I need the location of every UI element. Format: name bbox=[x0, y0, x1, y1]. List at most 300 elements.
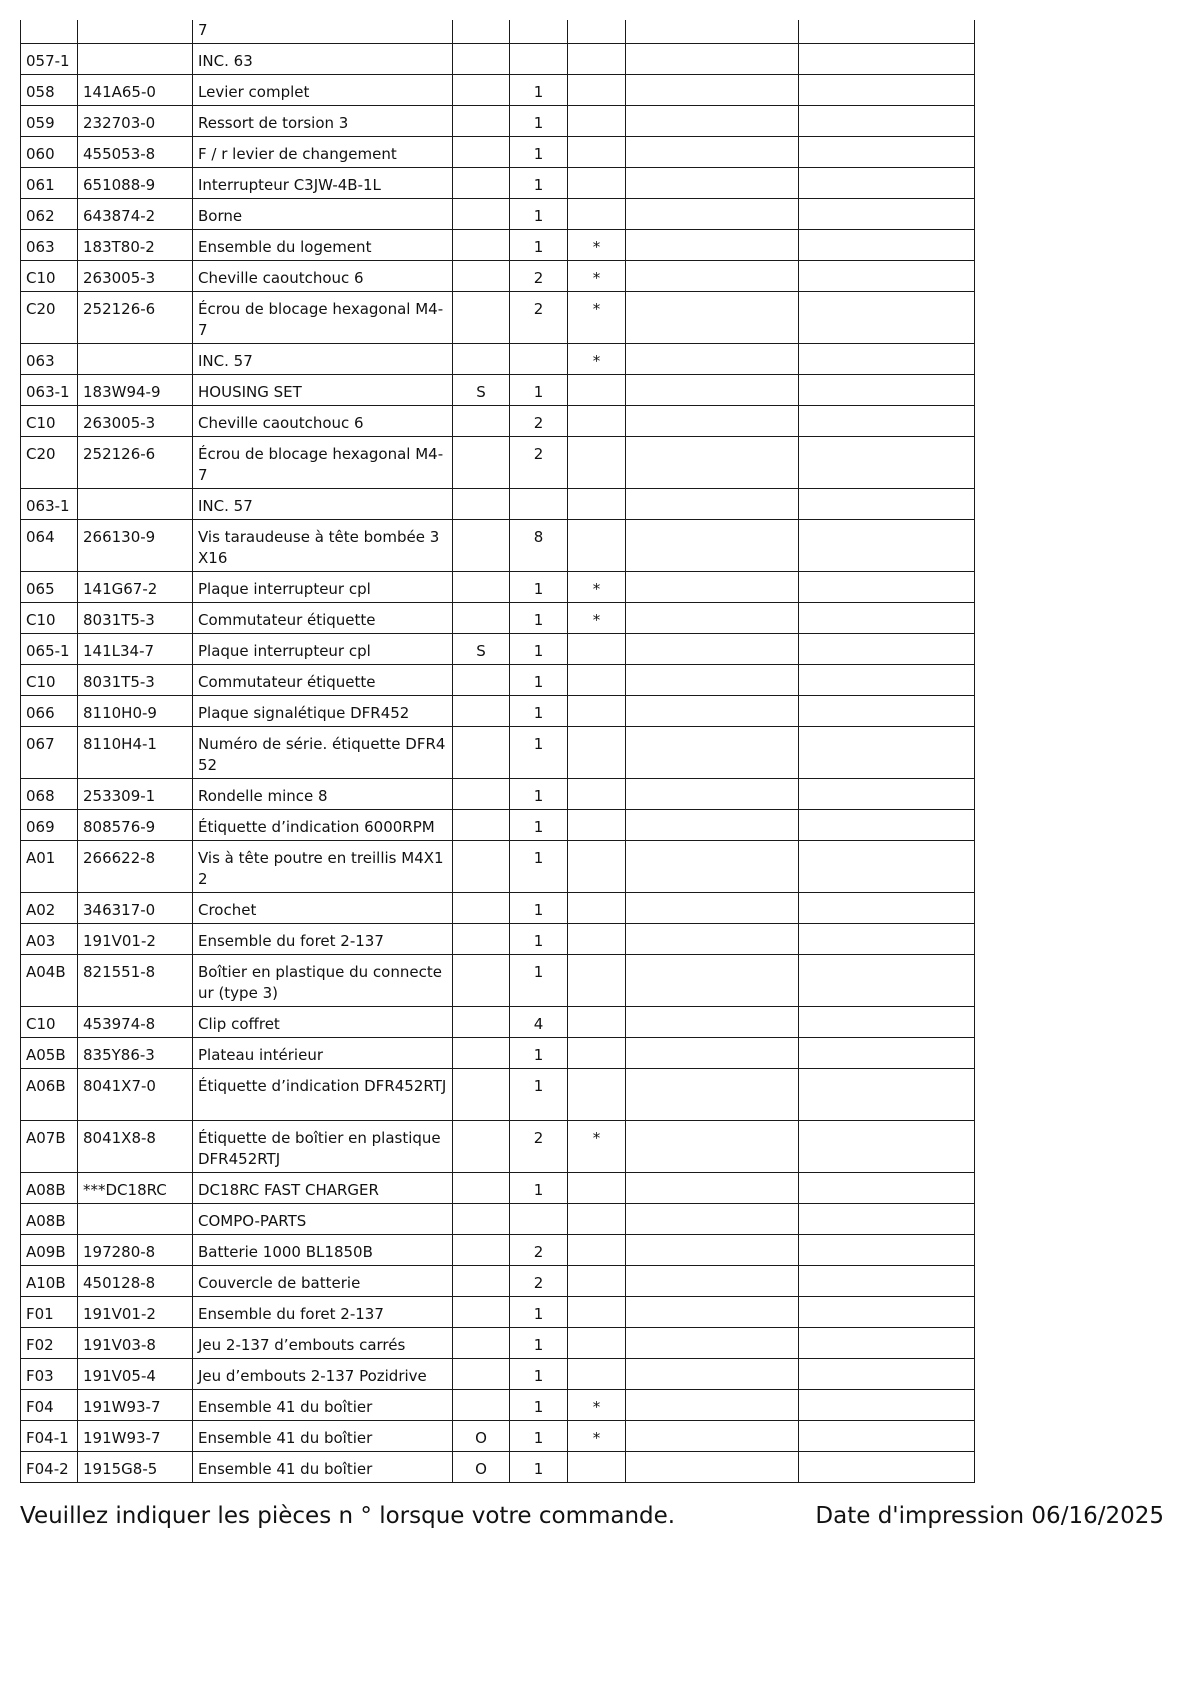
cell-sv bbox=[453, 344, 510, 375]
cell-empty-2 bbox=[799, 603, 975, 634]
cell-empty-1 bbox=[626, 44, 799, 75]
table-row bbox=[21, 1173, 975, 1204]
table-row bbox=[21, 696, 975, 727]
cell-empty-2 bbox=[799, 1328, 975, 1359]
table-row bbox=[21, 230, 975, 261]
cell-mark bbox=[568, 75, 626, 106]
cell-mark bbox=[568, 199, 626, 230]
cell-empty-2 bbox=[799, 199, 975, 230]
cell-empty-2 bbox=[799, 1173, 975, 1204]
cell-qty: 2 bbox=[510, 292, 568, 344]
cell-empty-1 bbox=[626, 437, 799, 489]
cell-mark bbox=[568, 727, 626, 779]
cell-qty: 1 bbox=[510, 841, 568, 893]
cell-description: Commutateur étiquette bbox=[193, 665, 453, 696]
cell-mark bbox=[568, 137, 626, 168]
cell-ref: A08B bbox=[21, 1173, 78, 1204]
cell-empty-1 bbox=[626, 261, 799, 292]
cell-description: Borne bbox=[193, 199, 453, 230]
table-row bbox=[21, 168, 975, 199]
cell-mark bbox=[568, 168, 626, 199]
cell-sv: O bbox=[453, 1421, 510, 1452]
cell-qty: 8 bbox=[510, 520, 568, 572]
cell-part-number: 191V03-8 bbox=[78, 1328, 193, 1359]
cell-mark bbox=[568, 106, 626, 137]
cell-mark bbox=[568, 1235, 626, 1266]
cell-mark bbox=[568, 1204, 626, 1235]
table-row bbox=[21, 1204, 975, 1235]
cell-qty: 2 bbox=[510, 406, 568, 437]
cell-part-number: 191W93-7 bbox=[78, 1421, 193, 1452]
cell-qty bbox=[510, 44, 568, 75]
cell-sv bbox=[453, 230, 510, 261]
cell-sv bbox=[453, 489, 510, 520]
cell-empty-2 bbox=[799, 893, 975, 924]
cell-description: Rondelle mince 8 bbox=[193, 779, 453, 810]
cell-description: Commutateur étiquette bbox=[193, 603, 453, 634]
cell-description: Plaque interrupteur cpl bbox=[193, 634, 453, 665]
cell-qty: 2 bbox=[510, 1235, 568, 1266]
cell-sv bbox=[453, 1173, 510, 1204]
cell-empty-2 bbox=[799, 810, 975, 841]
cell-empty-1 bbox=[626, 1069, 799, 1121]
cell-sv bbox=[453, 1266, 510, 1297]
cell-sv bbox=[453, 106, 510, 137]
cell-empty-2 bbox=[799, 292, 975, 344]
cell-empty-2 bbox=[799, 955, 975, 1007]
table-row bbox=[21, 406, 975, 437]
cell-qty: 1 bbox=[510, 1421, 568, 1452]
cell-sv bbox=[453, 520, 510, 572]
cell-empty-2 bbox=[799, 1297, 975, 1328]
cell-empty-2 bbox=[799, 137, 975, 168]
cell-part-number: 252126-6 bbox=[78, 437, 193, 489]
table-row bbox=[21, 1235, 975, 1266]
cell-ref: F02 bbox=[21, 1328, 78, 1359]
cell-sv bbox=[453, 1390, 510, 1421]
cell-mark bbox=[568, 924, 626, 955]
cell-ref: 066 bbox=[21, 696, 78, 727]
cell-qty: 1 bbox=[510, 1173, 568, 1204]
cell-qty: 1 bbox=[510, 727, 568, 779]
cell-empty-1 bbox=[626, 520, 799, 572]
cell-empty-1 bbox=[626, 20, 799, 44]
cell-sv bbox=[453, 810, 510, 841]
cell-empty-2 bbox=[799, 406, 975, 437]
cell-part-number: 141L34-7 bbox=[78, 634, 193, 665]
cell-empty-1 bbox=[626, 1328, 799, 1359]
cell-empty-2 bbox=[799, 665, 975, 696]
cell-part-number: 8041X8-8 bbox=[78, 1121, 193, 1173]
table-row bbox=[21, 75, 975, 106]
cell-description: Écrou de blocage hexagonal M4-7 bbox=[193, 437, 453, 489]
cell-qty: 4 bbox=[510, 1007, 568, 1038]
cell-part-number: 183W94-9 bbox=[78, 375, 193, 406]
cell-mark: * bbox=[568, 572, 626, 603]
cell-mark: * bbox=[568, 1121, 626, 1173]
cell-part-number: 191V01-2 bbox=[78, 1297, 193, 1328]
cell-mark bbox=[568, 1007, 626, 1038]
table-row bbox=[21, 1007, 975, 1038]
table-row bbox=[21, 106, 975, 137]
cell-empty-2 bbox=[799, 1452, 975, 1483]
cell-empty-1 bbox=[626, 1359, 799, 1390]
cell-description: Boîtier en plastique du connecteur (type 3) bbox=[193, 955, 453, 1007]
cell-ref: 069 bbox=[21, 810, 78, 841]
cell-sv bbox=[453, 261, 510, 292]
cell-empty-1 bbox=[626, 168, 799, 199]
cell-description: Ressort de torsion 3 bbox=[193, 106, 453, 137]
cell-part-number: 821551-8 bbox=[78, 955, 193, 1007]
cell-ref: C10 bbox=[21, 603, 78, 634]
cell-mark bbox=[568, 1359, 626, 1390]
cell-ref: 067 bbox=[21, 727, 78, 779]
cell-qty: 2 bbox=[510, 437, 568, 489]
cell-qty: 1 bbox=[510, 1297, 568, 1328]
cell-description: Jeu 2-137 d’embouts carrés bbox=[193, 1328, 453, 1359]
cell-ref: A06B bbox=[21, 1069, 78, 1121]
cell-ref bbox=[21, 20, 78, 44]
cell-mark bbox=[568, 44, 626, 75]
table-row bbox=[21, 44, 975, 75]
cell-ref: A02 bbox=[21, 893, 78, 924]
table-row bbox=[21, 520, 975, 572]
cell-part-number: 8031T5-3 bbox=[78, 665, 193, 696]
continued-row bbox=[21, 20, 975, 44]
cell-empty-2 bbox=[799, 1069, 975, 1121]
cell-empty-1 bbox=[626, 106, 799, 137]
cell-empty-2 bbox=[799, 437, 975, 489]
cell-empty-1 bbox=[626, 727, 799, 779]
cell-description: Vis taraudeuse à tête bombée 3X16 bbox=[193, 520, 453, 572]
cell-ref: 062 bbox=[21, 199, 78, 230]
cell-description: Interrupteur C3JW-4B-1L bbox=[193, 168, 453, 199]
table-row bbox=[21, 1421, 975, 1452]
cell-ref: C10 bbox=[21, 665, 78, 696]
cell-ref: 058 bbox=[21, 75, 78, 106]
cell-ref: C20 bbox=[21, 292, 78, 344]
cell-description: Ensemble du foret 2-137 bbox=[193, 1297, 453, 1328]
cell-empty-2 bbox=[799, 1038, 975, 1069]
cell-description: Ensemble 41 du boîtier bbox=[193, 1421, 453, 1452]
cell-qty: 1 bbox=[510, 665, 568, 696]
cell-empty-1 bbox=[626, 924, 799, 955]
cell-part-number: 263005-3 bbox=[78, 261, 193, 292]
cell-part-number: 8031T5-3 bbox=[78, 603, 193, 634]
cell-sv bbox=[453, 1121, 510, 1173]
cell-ref: 061 bbox=[21, 168, 78, 199]
table-row bbox=[21, 1359, 975, 1390]
cell-sv bbox=[453, 1297, 510, 1328]
cell-sv bbox=[453, 727, 510, 779]
cell-mark bbox=[568, 437, 626, 489]
cell-description: Plateau intérieur bbox=[193, 1038, 453, 1069]
cell-description: INC. 57 bbox=[193, 344, 453, 375]
cell-sv bbox=[453, 1328, 510, 1359]
cell-ref: F04-2 bbox=[21, 1452, 78, 1483]
cell-ref: F04 bbox=[21, 1390, 78, 1421]
cell-empty-1 bbox=[626, 1297, 799, 1328]
cell-qty bbox=[510, 20, 568, 44]
cell-part-number bbox=[78, 1204, 193, 1235]
cell-description: Ensemble 41 du boîtier bbox=[193, 1390, 453, 1421]
table-row bbox=[21, 727, 975, 779]
cell-mark bbox=[568, 375, 626, 406]
cell-empty-1 bbox=[626, 137, 799, 168]
cell-mark bbox=[568, 810, 626, 841]
cell-empty-1 bbox=[626, 696, 799, 727]
cell-mark bbox=[568, 1069, 626, 1121]
cell-empty-1 bbox=[626, 1266, 799, 1297]
cell-empty-1 bbox=[626, 1421, 799, 1452]
cell-sv bbox=[453, 44, 510, 75]
cell-mark: * bbox=[568, 603, 626, 634]
cell-part-number: 643874-2 bbox=[78, 199, 193, 230]
table-row bbox=[21, 1038, 975, 1069]
table-row bbox=[21, 572, 975, 603]
cell-empty-2 bbox=[799, 1266, 975, 1297]
cell-qty: 1 bbox=[510, 779, 568, 810]
cell-empty-1 bbox=[626, 1235, 799, 1266]
cell-part-number: 808576-9 bbox=[78, 810, 193, 841]
cell-empty-2 bbox=[799, 779, 975, 810]
cell-qty: 1 bbox=[510, 106, 568, 137]
cell-description: Ensemble 41 du boîtier bbox=[193, 1452, 453, 1483]
cell-qty bbox=[510, 1204, 568, 1235]
cell-part-number: 8110H4-1 bbox=[78, 727, 193, 779]
cell-qty: 1 bbox=[510, 75, 568, 106]
cell-mark bbox=[568, 406, 626, 437]
cell-mark bbox=[568, 20, 626, 44]
cell-part-number bbox=[78, 489, 193, 520]
cell-qty: 1 bbox=[510, 603, 568, 634]
cell-part-number: ***DC18RC bbox=[78, 1173, 193, 1204]
cell-sv bbox=[453, 199, 510, 230]
table-row bbox=[21, 199, 975, 230]
cell-sv bbox=[453, 1007, 510, 1038]
cell-ref: 059 bbox=[21, 106, 78, 137]
cell-qty: 1 bbox=[510, 893, 568, 924]
cell-description: Clip coffret bbox=[193, 1007, 453, 1038]
cell-qty: 1 bbox=[510, 955, 568, 1007]
cell-part-number bbox=[78, 344, 193, 375]
cell-ref: A10B bbox=[21, 1266, 78, 1297]
cell-empty-1 bbox=[626, 1452, 799, 1483]
cell-description: Plaque interrupteur cpl bbox=[193, 572, 453, 603]
cell-empty-2 bbox=[799, 572, 975, 603]
cell-empty-2 bbox=[799, 727, 975, 779]
cell-description: DC18RC FAST CHARGER bbox=[193, 1173, 453, 1204]
cell-empty-2 bbox=[799, 1204, 975, 1235]
table-row bbox=[21, 1452, 975, 1483]
cell-part-number: 191V05-4 bbox=[78, 1359, 193, 1390]
cell-part-number: 450128-8 bbox=[78, 1266, 193, 1297]
table-row bbox=[21, 1390, 975, 1421]
cell-qty bbox=[510, 344, 568, 375]
cell-qty: 1 bbox=[510, 634, 568, 665]
cell-ref: C10 bbox=[21, 1007, 78, 1038]
cell-empty-1 bbox=[626, 810, 799, 841]
cell-sv bbox=[453, 841, 510, 893]
cell-part-number: 8110H0-9 bbox=[78, 696, 193, 727]
cell-mark: * bbox=[568, 1390, 626, 1421]
cell-description: Étiquette d’indication 6000RPM bbox=[193, 810, 453, 841]
cell-qty: 1 bbox=[510, 572, 568, 603]
cell-qty: 1 bbox=[510, 199, 568, 230]
cell-empty-1 bbox=[626, 344, 799, 375]
cell-ref: 060 bbox=[21, 137, 78, 168]
cell-qty: 2 bbox=[510, 1266, 568, 1297]
cell-qty: 1 bbox=[510, 1390, 568, 1421]
cell-part-number: 346317-0 bbox=[78, 893, 193, 924]
cell-empty-1 bbox=[626, 1204, 799, 1235]
cell-empty-2 bbox=[799, 261, 975, 292]
cell-description: HOUSING SET bbox=[193, 375, 453, 406]
cell-empty-2 bbox=[799, 489, 975, 520]
cell-sv bbox=[453, 955, 510, 1007]
cell-qty bbox=[510, 489, 568, 520]
cell-part-number: 266130-9 bbox=[78, 520, 193, 572]
cell-empty-1 bbox=[626, 893, 799, 924]
cell-ref: 057-1 bbox=[21, 44, 78, 75]
cell-empty-2 bbox=[799, 20, 975, 44]
cell-sv bbox=[453, 665, 510, 696]
cell-mark bbox=[568, 1173, 626, 1204]
table-row bbox=[21, 603, 975, 634]
order-note: Veuillez indiquer les pièces n ° lorsque votre commande. bbox=[20, 1503, 676, 1529]
cell-qty: 2 bbox=[510, 261, 568, 292]
cell-ref: 068 bbox=[21, 779, 78, 810]
cell-description: Vis à tête poutre en treillis M4X12 bbox=[193, 841, 453, 893]
table-row bbox=[21, 665, 975, 696]
cell-ref: 063-1 bbox=[21, 375, 78, 406]
cell-empty-1 bbox=[626, 955, 799, 1007]
cell-description: Couvercle de batterie bbox=[193, 1266, 453, 1297]
cell-part-number: 253309-1 bbox=[78, 779, 193, 810]
cell-mark bbox=[568, 1266, 626, 1297]
cell-sv bbox=[453, 75, 510, 106]
cell-ref: A08B bbox=[21, 1204, 78, 1235]
cell-part-number bbox=[78, 20, 193, 44]
cell-description: Cheville caoutchouc 6 bbox=[193, 406, 453, 437]
cell-empty-1 bbox=[626, 841, 799, 893]
cell-sv bbox=[453, 603, 510, 634]
cell-ref: A04B bbox=[21, 955, 78, 1007]
cell-empty-2 bbox=[799, 375, 975, 406]
cell-part-number bbox=[78, 44, 193, 75]
cell-empty-1 bbox=[626, 375, 799, 406]
cell-sv bbox=[453, 406, 510, 437]
cell-sv bbox=[453, 893, 510, 924]
cell-sv bbox=[453, 20, 510, 44]
cell-empty-2 bbox=[799, 924, 975, 955]
parts-table bbox=[20, 20, 975, 1483]
cell-ref: A01 bbox=[21, 841, 78, 893]
cell-sv bbox=[453, 1359, 510, 1390]
cell-mark bbox=[568, 634, 626, 665]
table-row bbox=[21, 841, 975, 893]
table-row bbox=[21, 375, 975, 406]
table-row bbox=[21, 924, 975, 955]
cell-part-number: 453974-8 bbox=[78, 1007, 193, 1038]
cell-description: Écrou de blocage hexagonal M4-7 bbox=[193, 292, 453, 344]
cell-mark: * bbox=[568, 230, 626, 261]
cell-sv bbox=[453, 168, 510, 199]
cell-ref: 063 bbox=[21, 230, 78, 261]
cell-qty: 1 bbox=[510, 1038, 568, 1069]
cell-qty: 2 bbox=[510, 1121, 568, 1173]
cell-empty-2 bbox=[799, 44, 975, 75]
cell-qty: 1 bbox=[510, 168, 568, 199]
cell-empty-1 bbox=[626, 1121, 799, 1173]
cell-mark: * bbox=[568, 344, 626, 375]
cell-sv bbox=[453, 137, 510, 168]
table-row bbox=[21, 1069, 975, 1121]
cell-ref: 063 bbox=[21, 344, 78, 375]
cell-empty-2 bbox=[799, 841, 975, 893]
table-row bbox=[21, 137, 975, 168]
cell-sv: S bbox=[453, 375, 510, 406]
table-row bbox=[21, 344, 975, 375]
cell-empty-1 bbox=[626, 1007, 799, 1038]
cell-description: Levier complet bbox=[193, 75, 453, 106]
cell-mark bbox=[568, 489, 626, 520]
table-row bbox=[21, 437, 975, 489]
cell-mark bbox=[568, 1297, 626, 1328]
cell-mark bbox=[568, 893, 626, 924]
cell-description: Crochet bbox=[193, 893, 453, 924]
cell-description: Étiquette d’indication DFR452RTJ bbox=[193, 1069, 453, 1121]
cell-ref: A07B bbox=[21, 1121, 78, 1173]
cell-sv bbox=[453, 924, 510, 955]
cell-part-number: 455053-8 bbox=[78, 137, 193, 168]
cell-mark bbox=[568, 1328, 626, 1359]
cell-description: 7 bbox=[193, 20, 453, 44]
cell-ref: A09B bbox=[21, 1235, 78, 1266]
cell-empty-2 bbox=[799, 106, 975, 137]
cell-empty-1 bbox=[626, 665, 799, 696]
cell-description: Ensemble du logement bbox=[193, 230, 453, 261]
cell-empty-2 bbox=[799, 1421, 975, 1452]
cell-part-number: 1915G8-5 bbox=[78, 1452, 193, 1483]
cell-empty-2 bbox=[799, 1390, 975, 1421]
cell-ref: 065 bbox=[21, 572, 78, 603]
cell-part-number: 197280-8 bbox=[78, 1235, 193, 1266]
table-row bbox=[21, 292, 975, 344]
cell-ref: 063-1 bbox=[21, 489, 78, 520]
cell-description: Plaque signalétique DFR452 bbox=[193, 696, 453, 727]
cell-mark bbox=[568, 841, 626, 893]
cell-qty: 1 bbox=[510, 1359, 568, 1390]
cell-mark bbox=[568, 779, 626, 810]
cell-mark bbox=[568, 665, 626, 696]
cell-empty-1 bbox=[626, 1038, 799, 1069]
table-row bbox=[21, 1266, 975, 1297]
cell-sv bbox=[453, 1235, 510, 1266]
cell-ref: 065-1 bbox=[21, 634, 78, 665]
table-row bbox=[21, 1328, 975, 1359]
cell-empty-2 bbox=[799, 344, 975, 375]
cell-description: Cheville caoutchouc 6 bbox=[193, 261, 453, 292]
cell-mark bbox=[568, 1038, 626, 1069]
cell-ref: F04-1 bbox=[21, 1421, 78, 1452]
cell-empty-1 bbox=[626, 603, 799, 634]
cell-sv bbox=[453, 1069, 510, 1121]
cell-description: Étiquette de boîtier en plastique DFR452RTJ bbox=[193, 1121, 453, 1173]
cell-sv bbox=[453, 292, 510, 344]
table-row bbox=[21, 893, 975, 924]
cell-part-number: 266622-8 bbox=[78, 841, 193, 893]
